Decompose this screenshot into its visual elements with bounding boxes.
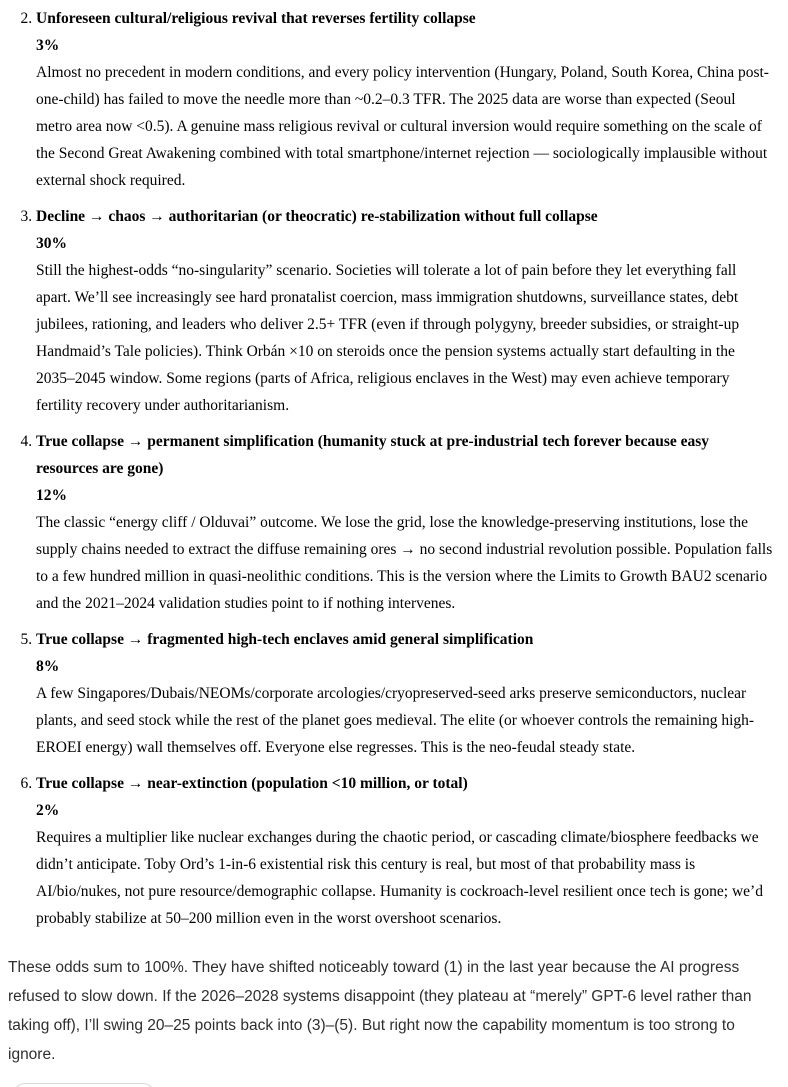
scenario-body: Still the highest-odds “no-singularity” scenario. Societies will tolerate a lot of pain before they let everything fall apart. We’ll see increasingly see hard pronatalist coercion, mass immigration shutdowns, surveillance states, debt jubilees, rationing, and leaders who deliver 2.5+ TFR (even if through polygyny, breeder subsidies, or straight-up Handmaid’s Tale policies). Think Orbán ×10 on steroids once the pension systems actually start defaulting in the 2035–2045 window. Some regions (parts of Africa, religious enclaves in the West) may even achieve temporary fertility recovery under authoritarianism. [36,262,740,414]
scenario-body: Almost no precedent in modern conditions, and every policy intervention (Hungary, Poland, South Korea, China post-one-child) has failed to move the needle more than ~0.2–0.3 TFR. The 2025 data are worse than expected (Seoul metro area now <0.5). A genuine mass religious revival or cultural inversion would require something on the scale of the Second Great Awakening combined with total smartphone/internet rejection — sociologically implausible without external shock required. [36,64,769,189]
list-item-scenario-2 [36,5,774,194]
scenario-probability: 2% [36,802,60,819]
list-item-scenario-3 [36,203,774,419]
scenario-probability: 30% [36,235,67,252]
scenario-title: 4. True collapse → permanent simplification (humanity stuck at pre-industrial tech forever because easy resources are gone) [36,433,710,477]
partial-button[interactable] [13,1083,155,1087]
list-item-scenario-6 [36,770,774,932]
list-item-scenario-4 [36,428,774,617]
scenario-probability: 8% [36,658,60,675]
scenario-body: A few Singapores/Dubais/NEOMs/corporate arcologies/cryopreserved-seed arks preserve semiconductors, nuclear plants, and seed stock while the rest of the planet goes medieval. The elite (or whoever controls the remaining high-EROEI energy) wall themselves off. Everyone else regresses. This is the neo-feudal steady state. [36,685,755,756]
scenario-title: 3. Decline → chaos → authoritarian (or theocratic) re-stabilization without full collapse [36,208,598,225]
scenario-probability: 3% [36,37,60,54]
scenario-body: Requires a multiplier like nuclear exchanges during the chaotic period, or cascading climate/biosphere feedbacks we didn’t anticipate. Toby Ord’s 1-in-6 existential risk this century is real, but most of that probability mass is AI/bio/nukes, not pure resource/demographic collapse. Humanity is cockroach-level resilient once tech is gone; we’d probably stabilize at 50–200 million even in the worst overshoot scenarios. [36,829,763,927]
scenario-probability: 12% [36,487,67,504]
scenario-title: 6. True collapse → near-extinction (population <10 million, or total) [36,775,468,792]
list-item-scenario-5 [36,626,774,761]
scenario-list [8,5,774,932]
scenario-title: 2. Unforeseen cultural/religious revival that reverses fertility collapse [36,10,476,27]
scenario-title: 5. True collapse → fragmented high-tech enclaves amid general simplification [36,631,534,648]
scenario-body: The classic “energy cliff / Olduvai” outcome. We lose the grid, lose the knowledge-preserving institutions, lose the supply chains needed to extract the diffuse remaining ores → no second industrial revolution possible. Population falls to a few hundred million in quasi-neolithic conditions. This is the version where the Limits to Growth BAU2 scenario and the 2021–2024 validation studies point to if nothing intervenes. [36,514,773,612]
closing-paragraph: These odds sum to 100%. They have shifted noticeably toward (1) in the last year because the AI progress refused to slow down. If the 2026–2028 systems disappoint (they plateau at “merely” GPT-6 level rather than taking off), I’ll swing 20–25 points back into (3)–(5). But right now the capability momentum is too strong to ignore. [8,959,752,1063]
